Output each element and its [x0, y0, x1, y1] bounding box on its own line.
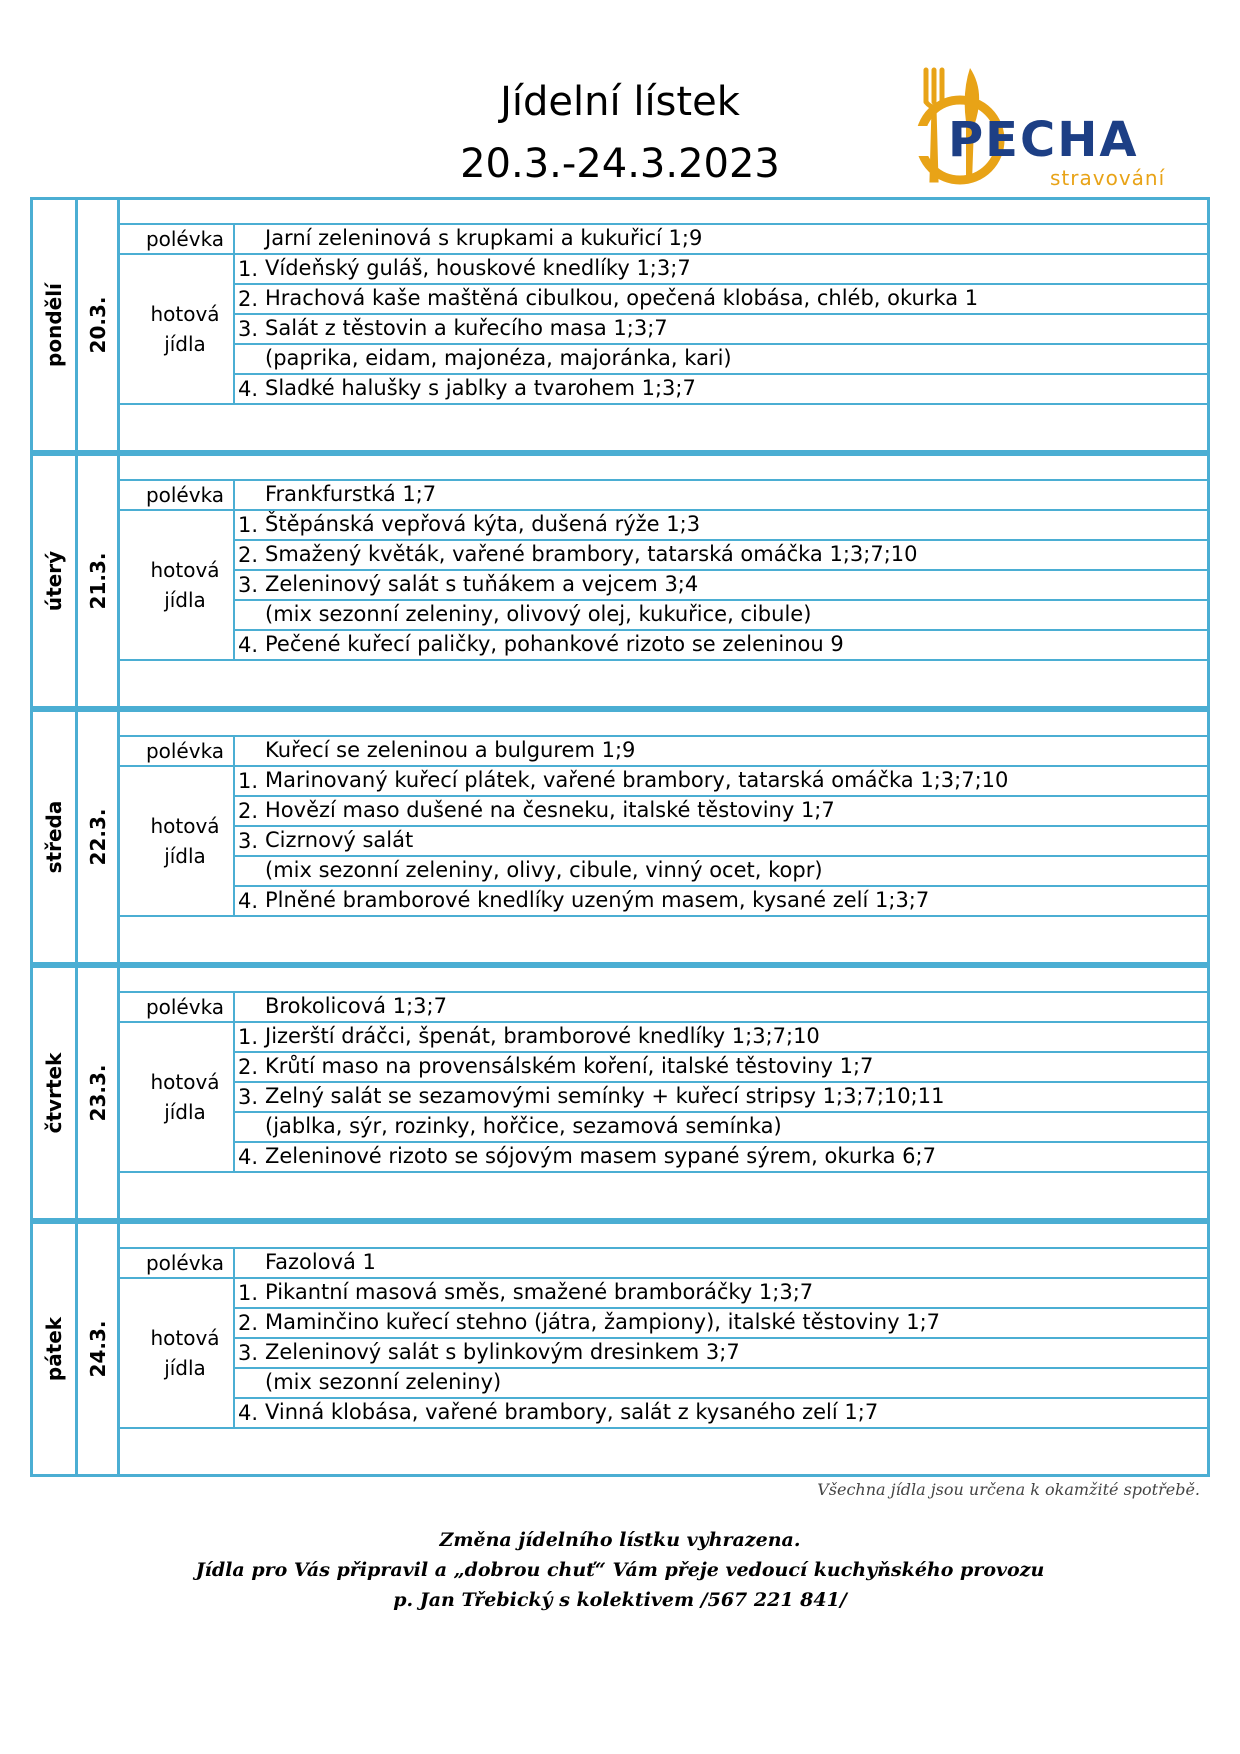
mains-label-line2: jídla [164, 1100, 206, 1124]
dish-number: 4. [237, 1401, 259, 1425]
dish-text: Sladké halušky s jablky a tvarohem 1;3;7 [265, 376, 696, 400]
row-divider [120, 403, 1207, 405]
soup-dish: Jarní zeleninová s krupkami a kukuřicí 1;9 [265, 226, 703, 250]
consumption-notice: Všechna jídla jsou určena k okamžité spotřebě. [817, 1480, 1200, 1499]
dish-number: 1. [237, 513, 259, 537]
day-name: úterý [42, 550, 66, 612]
footer-line-1: Změna jídelního lístku vyhrazena. [439, 1529, 801, 1551]
mains-label-line2: jídla [164, 332, 206, 356]
dish-text: Jizerští dráčci, špenát, bramborové knedlíky 1;3;7;10 [265, 1024, 820, 1048]
menu-table [30, 197, 1210, 1476]
mains-label-line1: hotová [150, 814, 220, 838]
dish-number: 2. [237, 1055, 259, 1079]
row-divider [120, 1427, 1207, 1429]
dish-text: Hrachová kaše maštěná cibulkou, opečená klobása, chléb, okurka 1 [265, 286, 979, 310]
dish-number: 4. [237, 377, 259, 401]
dish-text: Plněné bramborové knedlíky uzeným masem, kysané zelí 1;3;7 [265, 888, 930, 912]
day-name: středa [42, 800, 66, 874]
dish-text: Hovězí maso dušené na česneku, italské těstoviny 1;7 [265, 798, 835, 822]
logo-subtitle: stravování [1050, 166, 1166, 190]
soup-dish: Fazolová 1 [265, 1250, 376, 1274]
soup-label: polévka [145, 483, 225, 507]
dish-text: Smažený květák, vařené brambory, tatarská omáčka 1;3;7;10 [265, 542, 918, 566]
dish-text: Marinovaný kuřecí plátek, vařené brambory, tatarská omáčka 1;3;7;10 [265, 768, 1009, 792]
mains-label-line1: hotová [150, 302, 220, 326]
day-name: pátek [42, 1316, 66, 1382]
mains-label-line1: hotová [150, 1070, 220, 1094]
day-wednesday [30, 709, 1210, 965]
soup-dish: Frankfurstká 1;7 [265, 482, 437, 506]
day-menu-grid [120, 965, 1210, 1221]
footer-line-3: p. Jan Třebický s kolektivem /567 221 841/ [393, 1589, 847, 1611]
day-menu-grid [120, 453, 1210, 709]
logo-wordmark: PECHA [948, 112, 1139, 168]
day-name-cell [30, 453, 75, 709]
day-name-cell [30, 1221, 75, 1477]
dish-text: (paprika, eidam, majonéza, majoránka, kari) [265, 346, 732, 370]
day-date: 21.3. [85, 552, 110, 610]
row-divider [120, 1171, 1207, 1173]
day-menu-grid [120, 197, 1210, 453]
dish-text: Vinná klobása, vařené brambory, salát z kysaného zelí 1;7 [265, 1400, 879, 1424]
day-menu-grid [120, 1221, 1210, 1477]
dish-text: Vídeňský guláš, houskové knedlíky 1;3;7 [265, 256, 691, 280]
soup-dish: Kuřecí se zeleninou a bulgurem 1;9 [265, 738, 636, 762]
dish-text: Zeleninový salát s bylinkovým dresinkem 3;7 [265, 1340, 740, 1364]
dish-text: (mix sezonní zeleniny) [265, 1370, 502, 1394]
day-date-cell [75, 453, 120, 709]
day-monday [30, 197, 1210, 453]
dish-text: Pikantní masová směs, smažené bramboráčky 1;3;7 [265, 1280, 814, 1304]
dish-text: (mix sezonní zeleniny, olivový olej, kukuřice, cibule) [265, 602, 812, 626]
dish-text: Krůtí maso na provensálském koření, italské těstoviny 1;7 [265, 1054, 874, 1078]
day-name-cell [30, 709, 75, 965]
dish-number: 2. [237, 287, 259, 311]
dish-text: Cizrnový salát [265, 828, 414, 852]
dish-number: 3. [237, 317, 259, 341]
day-name-cell [30, 965, 75, 1221]
dish-number: 4. [237, 889, 259, 913]
day-name: čtvrtek [42, 1052, 66, 1134]
day-date: 20.3. [85, 296, 110, 354]
day-date-cell [75, 965, 120, 1221]
dish-text: Zelný salát se sezamovými semínky + kuřecí stripsy 1;3;7;10;11 [265, 1084, 945, 1108]
row-divider [120, 659, 1207, 661]
dish-text: Maminčino kuřecí stehno (játra, žampiony), italské těstoviny 1;7 [265, 1310, 941, 1334]
mains-label-line1: hotová [150, 558, 220, 582]
mains-label-line1: hotová [150, 1326, 220, 1350]
dish-text: Štěpánská vepřová kýta, dušená rýže 1;3 [265, 512, 701, 536]
day-thursday [30, 965, 1210, 1221]
soup-label: polévka [145, 995, 225, 1019]
dish-number: 1. [237, 257, 259, 281]
dish-number: 1. [237, 1025, 259, 1049]
dish-text: Salát z těstovin a kuřecího masa 1;3;7 [265, 316, 668, 340]
dish-number: 4. [237, 633, 259, 657]
day-date: 24.3. [85, 1320, 110, 1378]
dish-number: 3. [237, 829, 259, 853]
day-name-cell [30, 197, 75, 453]
day-tuesday [30, 453, 1210, 709]
row-divider [120, 915, 1207, 917]
day-date-cell [75, 709, 120, 965]
soup-label: polévka [145, 1251, 225, 1275]
dish-number: 1. [237, 1281, 259, 1305]
footer-line-2: Jídla pro Vás připravil a „dobrou chuť“ Vám přeje vedoucí kuchyňského provozu [195, 1559, 1045, 1581]
soup-dish: Brokolicová 1;3;7 [265, 994, 447, 1018]
dish-number: 2. [237, 1311, 259, 1335]
mains-label-line2: jídla [164, 844, 206, 868]
dish-number: 2. [237, 799, 259, 823]
day-date-cell [75, 1221, 120, 1477]
page-title: Jídelní lístek [500, 79, 740, 125]
mains-label-line2: jídla [164, 588, 206, 612]
mains-label-line2: jídla [164, 1356, 206, 1380]
dish-number: 1. [237, 769, 259, 793]
dish-number: 3. [237, 573, 259, 597]
soup-label: polévka [145, 227, 225, 251]
dish-number: 4. [237, 1145, 259, 1169]
dish-text: (mix sezonní zeleniny, olivy, cibule, vinný ocet, kopr) [265, 858, 823, 882]
dish-number: 3. [237, 1085, 259, 1109]
day-date: 23.3. [85, 1064, 110, 1122]
day-name: pondělí [42, 283, 66, 367]
dish-text: Pečené kuřecí paličky, pohankové rizoto se zeleninou 9 [265, 632, 844, 656]
dish-number: 2. [237, 543, 259, 567]
dish-number: 3. [237, 1341, 259, 1365]
day-friday [30, 1221, 1210, 1477]
dish-text: (jablka, sýr, rozinky, hořčice, sezamová semínka) [265, 1114, 782, 1138]
day-date-cell [75, 197, 120, 453]
day-menu-grid [120, 709, 1210, 965]
pecha-logo [900, 62, 1190, 192]
dish-text: Zeleninový salát s tuňákem a vejcem 3;4 [265, 572, 699, 596]
soup-label: polévka [145, 739, 225, 763]
dish-text: Zeleninové rizoto se sójovým masem sypané sýrem, okurka 6;7 [265, 1144, 936, 1168]
date-range: 20.3.-24.3.2023 [460, 141, 780, 187]
day-date: 22.3. [85, 808, 110, 866]
